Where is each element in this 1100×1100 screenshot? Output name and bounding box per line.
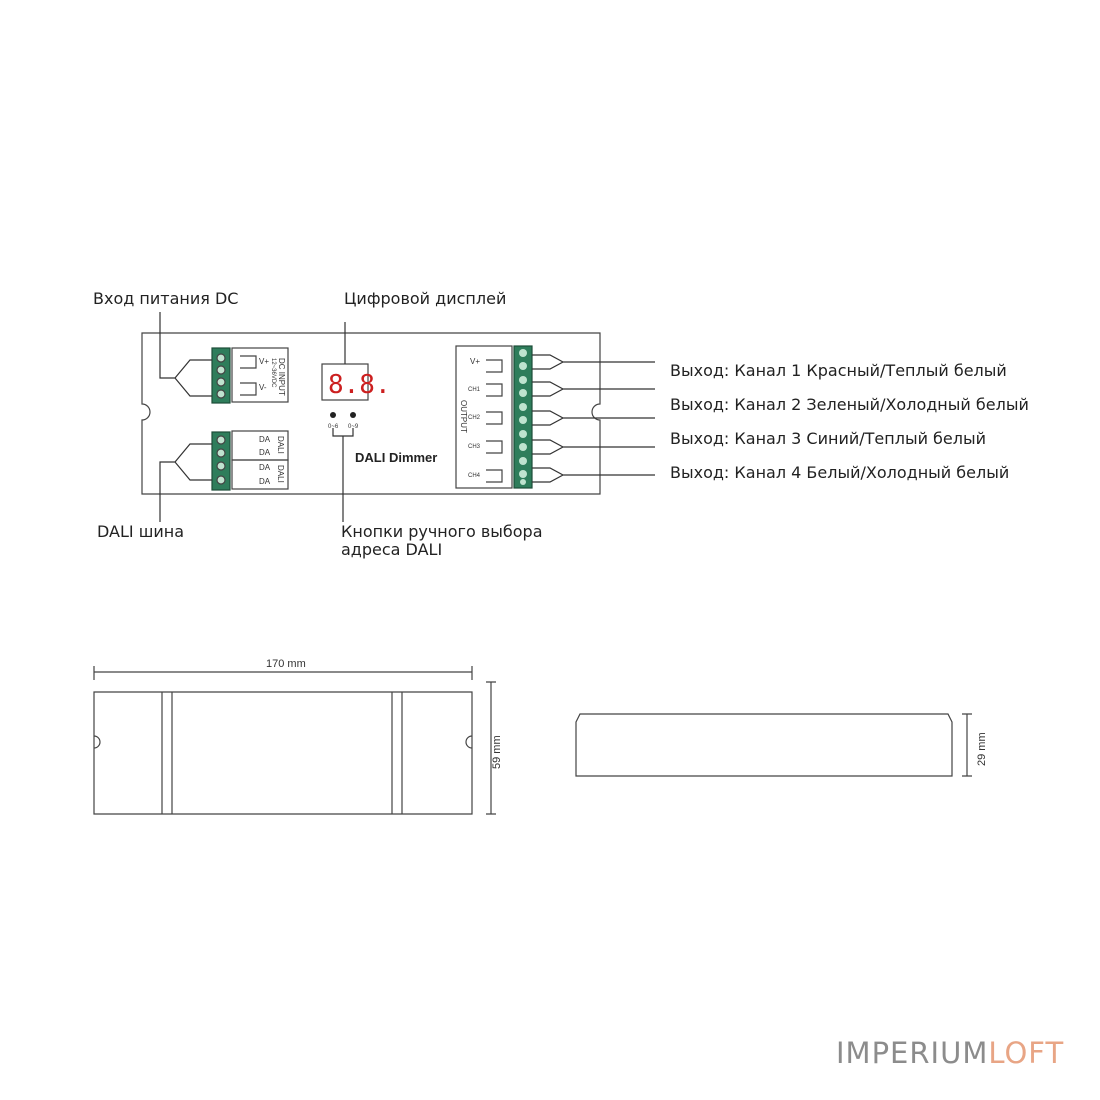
dc-input-range-label: 12~36VDC — [270, 358, 276, 388]
da-label: DA — [259, 448, 271, 457]
length-dimension: 170 mm — [266, 658, 306, 670]
dimension-top-view — [94, 666, 496, 814]
watermark-part1: IMPERIUM — [836, 1036, 989, 1070]
dc-input-label: DC INPUT — [277, 358, 286, 396]
output-ch1-callout: Выход: Канал 1 Красный/Теплый белый — [670, 361, 1007, 380]
device-name: DALI Dimmer — [355, 450, 438, 465]
dali-bus-callout: DALI шина — [97, 522, 185, 541]
width-dimension: 59 mm — [491, 735, 503, 769]
output-ch3-callout: Выход: Канал 3 Синий/Теплый белый — [670, 429, 987, 448]
da-label: DA — [259, 435, 271, 444]
dc-input-callout: Вход питания DC — [93, 289, 239, 308]
ch1-label: CH1 — [468, 387, 481, 393]
height-dimension: 29 mm — [976, 732, 988, 766]
dali-label: DALI — [276, 465, 285, 483]
output-ch2-callout: Выход: Канал 2 Зеленый/Холодный белый — [670, 395, 1029, 414]
button-right-label: 0~9 — [348, 424, 359, 430]
ch3-label: CH3 — [468, 444, 481, 450]
da-label: DA — [259, 477, 271, 486]
watermark-part2: LOFT — [988, 1036, 1065, 1070]
device-labels — [259, 357, 481, 486]
dali-label: DALI — [276, 436, 285, 454]
watermark-logo — [836, 1036, 1064, 1070]
v-minus-label: V- — [259, 383, 267, 392]
v-plus-output-label: V+ — [470, 357, 481, 366]
display-digits: 8.8. — [328, 370, 391, 400]
manual-buttons-callout: Кнопки ручного выбора адреса DALI — [341, 522, 543, 559]
ch2-label: CH2 — [468, 415, 481, 421]
callout-lines — [160, 312, 655, 522]
device-top-view — [142, 333, 600, 494]
output-label: OUTPUT — [459, 400, 468, 433]
dimension-side-view — [576, 714, 972, 776]
digital-display-callout: Цифровой дисплей — [344, 289, 507, 308]
button-left-label: 0~6 — [328, 424, 339, 430]
v-plus-label: V+ — [259, 357, 270, 366]
da-label: DA — [259, 463, 271, 472]
ch4-label: CH4 — [468, 473, 481, 479]
output-ch4-callout: Выход: Канал 4 Белый/Холодный белый — [670, 463, 1010, 482]
